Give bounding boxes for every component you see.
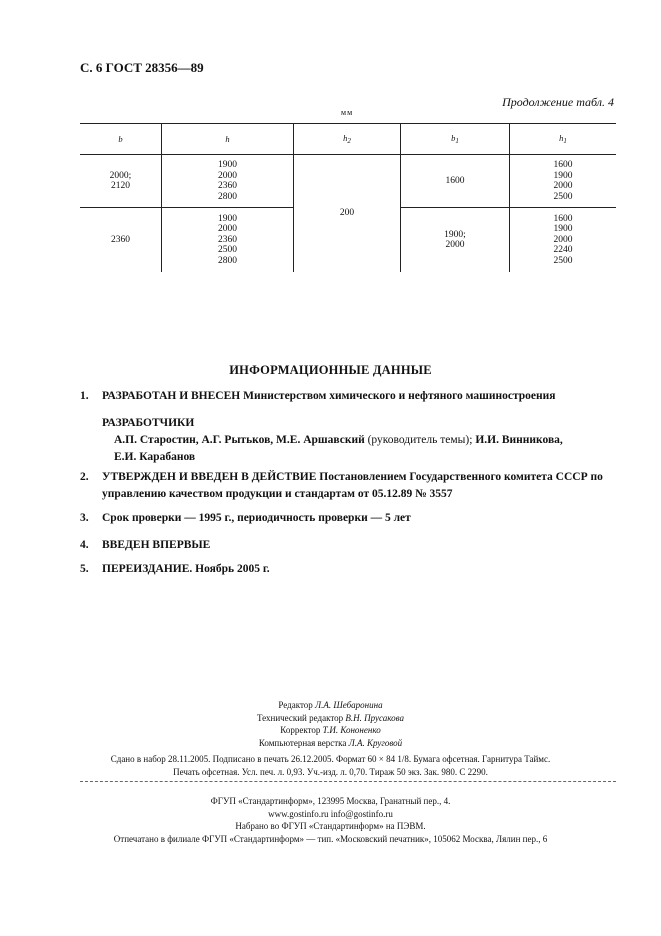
header-b: b	[80, 124, 162, 155]
cell-h: 1900 2000 2360 2500 2800	[162, 208, 294, 273]
developers-names-a: А.П. Старостин, А.Г. Рытьков, М.Е. Аршавский	[114, 434, 365, 446]
developers-block	[80, 415, 616, 466]
cell-b: 2000; 2120	[80, 155, 162, 208]
print-details	[0, 753, 661, 778]
imprint-editors	[0, 699, 661, 749]
cell-h1: 1600 1900 2000 2240 2500	[510, 208, 617, 273]
table-continuation-caption: Продолжение табл. 4	[502, 95, 614, 109]
page-header: С. 6 ГОСТ 28356—89	[80, 60, 204, 75]
header-h1-subscript: 1	[563, 137, 567, 145]
header-b1-symbol: b	[451, 133, 456, 143]
info-item-number: 2.	[80, 471, 89, 483]
info-section-title: ИНФОРМАЦИОННЫЕ ДАННЫЕ	[229, 363, 432, 377]
dimensions-table	[80, 123, 616, 272]
print-details-line-1: Сдано в набор 28.11.2005. Подписано в печать 26.12.2005. Формат 60 × 84 1/8. Бумага офсетная. Гарнитура Таймс.	[110, 754, 551, 764]
publisher-line-3: Набрано во ФГУП «Стандартинформ» на ПЭВМ.	[235, 821, 426, 831]
header-h2-subscript: 2	[347, 137, 351, 145]
tech-editor-line: Технический редактор В.Н. Прусакова	[256, 712, 405, 723]
info-item	[80, 510, 616, 527]
cell-b: 2360	[111, 234, 130, 245]
cell-b1: 1600	[401, 155, 510, 208]
publisher-line-4: Отпечатано в филиале ФГУП «Стандартинформ» — тип. «Московский печатник», 105062 Москва, Лялин пер., 6	[113, 833, 548, 844]
header-h: h	[162, 124, 294, 155]
header-b1	[401, 124, 510, 155]
cell-b1: 1900; 2000	[401, 208, 510, 273]
developers-heading: РАЗРАБОТЧИКИ	[102, 417, 195, 429]
dashed-divider	[80, 781, 616, 782]
developers-names-b: И.И. Винникова,	[475, 434, 563, 446]
info-item-text: Срок проверки — 1995 г., периодичность проверки — 5 лет	[102, 512, 411, 524]
print-details-line-2: Печать офсетная. Усл. печ. л. 0,93. Уч.-изд. л. 0,70. Тираж 50 экз. Зак. 980. С 2290.	[173, 766, 488, 777]
info-item-text: ВВЕДЕН ВПЕРВЫЕ	[102, 539, 211, 551]
publisher-line-1: ФГУП «Стандартинформ», 123995 Москва, Гранатный пер., 4.	[210, 796, 451, 806]
info-item	[80, 561, 616, 578]
layout-line: Компьютерная верстка Л.А. Круговой	[258, 737, 403, 748]
cell-h2-shared: 200	[294, 155, 401, 273]
table-header-row	[80, 124, 616, 155]
info-item-number: 1.	[80, 390, 89, 402]
info-item-text: ПЕРЕИЗДАНИЕ. Ноябрь 2005 г.	[102, 563, 270, 575]
publisher-block	[0, 795, 661, 845]
info-item-text: УТВЕРЖДЕН И ВВЕДЕН В ДЕЙСТВИЕ Постановлением Государственного комитета СССР по управлению качеством продукции и стандартам от 05.12.89 № 3557	[102, 471, 603, 500]
info-item-number: 4.	[80, 539, 89, 551]
table-row	[80, 155, 616, 208]
header-b1-subscript: 1	[455, 137, 459, 145]
info-item	[80, 388, 616, 405]
developers-line-2: Е.И. Карабанов	[114, 451, 196, 463]
developers-line-1	[114, 432, 616, 449]
header-h2	[294, 124, 401, 155]
publisher-line-2: www.gostinfo.ru info@gostinfo.ru	[268, 808, 393, 819]
corrector-line: Корректор Т.И. Кононенко	[280, 725, 381, 735]
table-units: мм	[341, 108, 354, 117]
header-h1	[510, 124, 617, 155]
cell-h: 1900 2000 2360 2800	[162, 155, 294, 208]
editor-line: Редактор Л.А. Шебаронина	[278, 700, 383, 710]
info-item-number: 3.	[80, 512, 89, 524]
info-item-number: 5.	[80, 563, 89, 575]
header-h1-symbol: h	[559, 133, 564, 143]
cell-h1: 1600 1900 2000 2500	[510, 155, 617, 208]
info-item	[80, 469, 616, 503]
developers-role: (руководитель темы);	[367, 434, 473, 446]
info-item	[80, 537, 616, 554]
info-item-text: РАЗРАБОТАН И ВНЕСЕН Министерством химического и нефтяного машиностроения	[102, 390, 556, 402]
header-h2-symbol: h	[343, 133, 348, 143]
